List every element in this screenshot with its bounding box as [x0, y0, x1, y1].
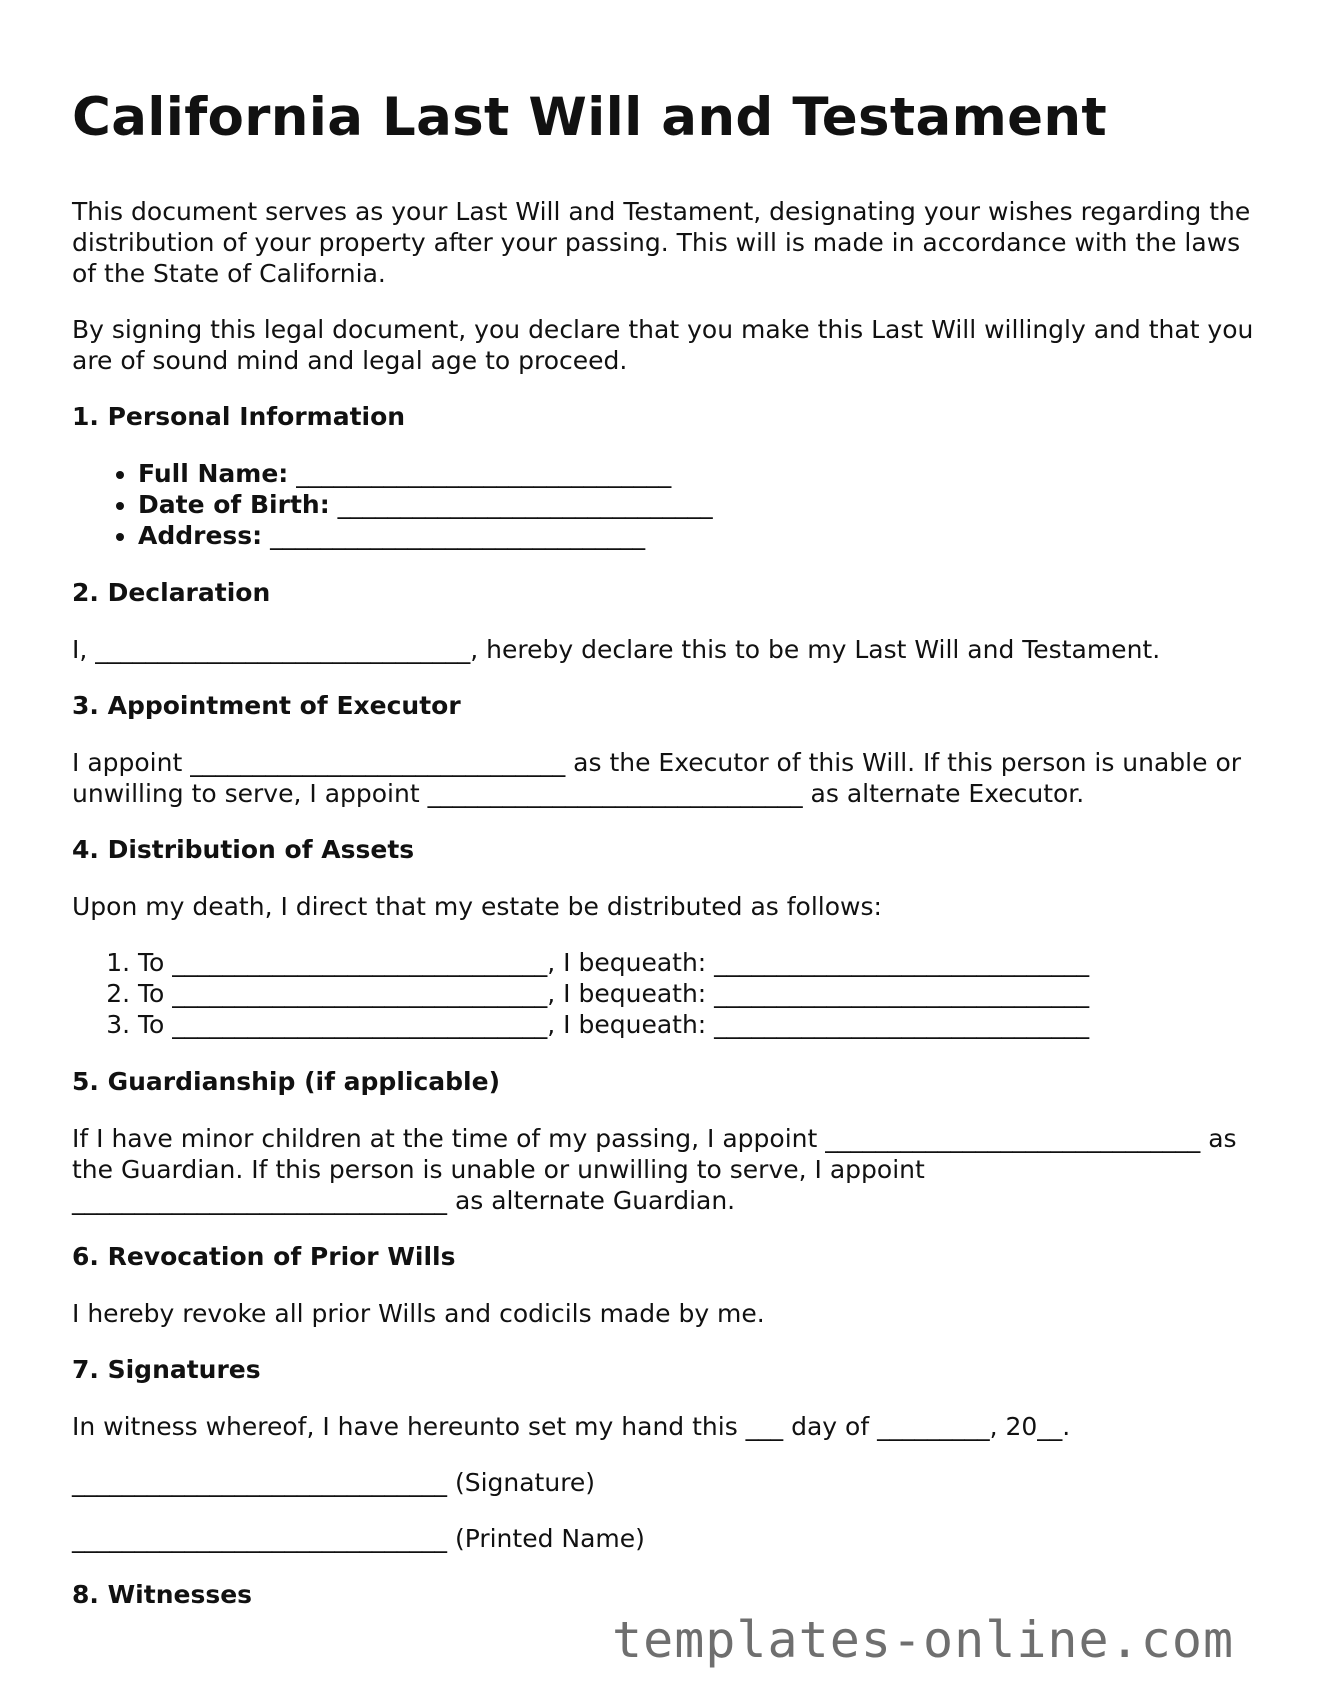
distribution-text: Upon my death, I direct that my estate be distributed as follows: [72, 892, 882, 921]
guardianship-text: If I have minor children at the time of my passing, I appoint ______________________________ as the Guardian. If this person is unable or unwilling to serve, I appoint ______________________________ as alternate Guardian. [72, 1124, 1237, 1215]
bequest-item: 2. To ______________________________, I bequeath: ______________________________ [138, 978, 1262, 1009]
section-3-heading: 3. Appointment of Executor [72, 691, 461, 720]
signature-line: ______________________________ (Signature) [72, 1468, 596, 1497]
full-name-field [138, 458, 1262, 489]
will-document [72, 88, 1262, 1636]
address-field [138, 520, 1262, 551]
date-of-birth-label: Date of Birth: [138, 490, 330, 519]
bequest-item: 3. To ______________________________, I bequeath: ______________________________ [138, 1009, 1262, 1040]
bequest-item: 1. To ______________________________, I bequeath: ______________________________ [138, 947, 1262, 978]
full-name-label: Full Name: [138, 459, 289, 488]
section-7-heading: 7. Signatures [72, 1355, 261, 1384]
executor-text: I appoint ______________________________ as the Executor of this Will. If this person is unable or unwilling to serve, I appoint ______________________________ as alternate Executor. [72, 748, 1242, 808]
section-6-heading: 6. Revocation of Prior Wills [72, 1242, 456, 1271]
intro-paragraph-2: By signing this legal document, you declare that you make this Last Will willingly and that you are of sound mind and legal age to proceed. [72, 315, 1254, 375]
declaration-text: I, ______________________________, hereby declare this to be my Last Will and Testament. [72, 635, 1161, 664]
address-blank: ______________________________ [270, 521, 646, 550]
section-5-heading: 5. Guardianship (if applicable) [72, 1067, 501, 1096]
revocation-text: I hereby revoke all prior Wills and codicils made by me. [72, 1299, 765, 1328]
full-name-blank: ______________________________ [296, 459, 672, 488]
witness-whereof-text: In witness whereof, I have hereunto set my hand this ___ day of _________, 20__. [72, 1412, 1071, 1441]
watermark: templates-online.com [612, 1611, 1235, 1669]
date-of-birth-field [138, 489, 1262, 520]
page-title: California Last Will and Testament [72, 87, 1108, 148]
printed-name-line: ______________________________ (Printed Name) [72, 1524, 645, 1553]
section-4-heading: 4. Distribution of Assets [72, 835, 415, 864]
intro-paragraph-1: This document serves as your Last Will and Testament, designating your wishes regarding the distribution of your property after your passing. This will is made in accordance with the laws of the State of California. [72, 197, 1251, 288]
section-1-heading: 1. Personal Information [72, 402, 406, 431]
section-2-heading: 2. Declaration [72, 578, 271, 607]
date-of-birth-blank: ______________________________ [337, 490, 713, 519]
address-label: Address: [138, 521, 263, 550]
section-8-heading: 8. Witnesses [72, 1580, 253, 1609]
personal-info-list [72, 458, 1262, 551]
bequest-list [72, 947, 1262, 1040]
